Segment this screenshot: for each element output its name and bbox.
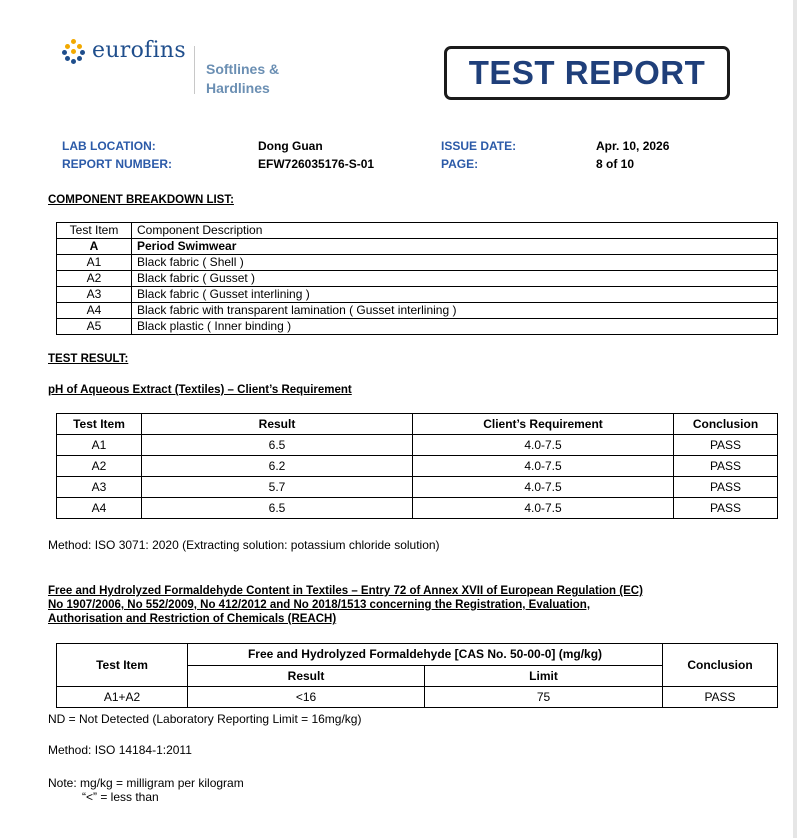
test-result-title: TEST RESULT: — [48, 353, 129, 365]
cell-item: A — [57, 239, 132, 255]
col-limit: Limit — [425, 665, 663, 687]
formaldehyde-result-table — [56, 643, 778, 708]
page-value: 8 of 10 — [596, 157, 635, 171]
col-formaldehyde-group: Free and Hydrolyzed Formaldehyde [CAS No. 50-00-0] (mg/kg) — [188, 644, 663, 666]
table-row — [57, 303, 778, 319]
lab-location-value: Dong Guan — [258, 139, 323, 153]
header-values-left — [258, 137, 374, 173]
page-label: PAGE: — [441, 157, 479, 171]
col-result: Result — [188, 665, 425, 687]
col-test-item: Test Item — [57, 223, 132, 239]
component-breakdown-table — [56, 222, 778, 335]
formaldehyde-title-line3: Authorisation and Restriction of Chemicals (REACH) — [48, 613, 337, 625]
cell-desc: Black fabric ( Gusset interlining ) — [132, 287, 778, 303]
col-description: Component Description — [132, 223, 778, 239]
cell-result: 6.5 — [142, 498, 413, 519]
ph-method: Method: ISO 3071: 2020 (Extracting solution: potassium chloride solution) — [48, 538, 440, 552]
test-report-title-box — [444, 46, 730, 100]
ph-section-title: pH of Aqueous Extract (Textiles) – Client’s Requirement — [48, 384, 352, 396]
issue-date-value: Apr. 10, 2026 — [596, 139, 670, 153]
table-row — [57, 255, 778, 271]
cell-item: A4 — [57, 498, 142, 519]
cell-requirement: 4.0-7.5 — [413, 456, 674, 477]
cell-item: A4 — [57, 303, 132, 319]
cell-desc: Black fabric with transparent lamination ( Gusset interlining ) — [132, 303, 778, 319]
table-row — [57, 687, 778, 708]
table-header-row — [57, 644, 778, 666]
cell-conclusion: PASS — [674, 498, 778, 519]
test-report-title: TEST REPORT — [468, 54, 706, 91]
issue-date-label: ISSUE DATE: — [441, 139, 517, 153]
cell-result: 6.2 — [142, 456, 413, 477]
cell-result: 6.5 — [142, 435, 413, 456]
cell-result: <16 — [188, 687, 425, 708]
cell-item: A2 — [57, 271, 132, 287]
table-row — [57, 287, 778, 303]
eurofins-dots-icon — [62, 39, 86, 63]
logo-wordmark: eurofins — [92, 38, 186, 63]
cell-item: A3 — [57, 287, 132, 303]
nd-note: ND = Not Detected (Laboratory Reporting Limit = 16mg/kg) — [48, 712, 362, 726]
note-line1: Note: mg/kg = milligram per kilogram — [48, 776, 244, 790]
cell-conclusion: PASS — [663, 687, 778, 708]
cell-requirement: 4.0-7.5 — [413, 435, 674, 456]
table-row — [57, 498, 778, 519]
table-header-row — [57, 414, 778, 435]
page-edge — [793, 0, 797, 838]
table-row — [57, 435, 778, 456]
cell-item: A5 — [57, 319, 132, 335]
eurofins-logo — [62, 38, 186, 63]
col-conclusion: Conclusion — [674, 414, 778, 435]
table-row — [57, 477, 778, 498]
cell-item: A1 — [57, 435, 142, 456]
report-number-label: REPORT NUMBER: — [62, 157, 172, 171]
logo-divider — [194, 46, 195, 94]
table-row — [57, 456, 778, 477]
cell-desc: Black fabric ( Shell ) — [132, 255, 778, 271]
table-row — [57, 319, 778, 335]
formaldehyde-title-line2: No 1907/2006, No 552/2009, No 412/2012 and No 2018/1513 concerning the Registration, Evaluation, — [48, 599, 591, 611]
cell-desc: Period Swimwear — [132, 239, 778, 255]
cell-item: A2 — [57, 456, 142, 477]
cell-requirement: 4.0-7.5 — [413, 498, 674, 519]
header-labels-left — [62, 137, 172, 173]
logo-sub-line1: Softlines & — [206, 61, 280, 77]
header-labels-right — [441, 137, 516, 173]
formaldehyde-title-line1: Free and Hydrolyzed Formaldehyde Content in Textiles – Entry 72 of Annex XVII of European Regulation (EC) — [48, 585, 643, 597]
lab-location-label: LAB LOCATION: — [62, 139, 156, 153]
cell-desc: Black fabric ( Gusset ) — [132, 271, 778, 287]
cell-conclusion: PASS — [674, 435, 778, 456]
table-row — [57, 239, 778, 255]
logo-subtitle — [206, 60, 279, 98]
col-test-item: Test Item — [57, 414, 142, 435]
cell-item: A3 — [57, 477, 142, 498]
logo-sub-line2: Hardlines — [206, 80, 270, 96]
cell-limit: 75 — [425, 687, 663, 708]
formaldehyde-method: Method: ISO 14184-1:2011 — [48, 743, 192, 757]
ph-result-table — [56, 413, 778, 519]
header-values-right — [596, 137, 669, 173]
cell-item: A1 — [57, 255, 132, 271]
col-test-item: Test Item — [57, 644, 188, 687]
note-line2: “<” = less than — [82, 790, 159, 804]
cell-item: A1+A2 — [57, 687, 188, 708]
col-requirement: Client’s Requirement — [413, 414, 674, 435]
cell-result: 5.7 — [142, 477, 413, 498]
cell-requirement: 4.0-7.5 — [413, 477, 674, 498]
report-number-value: EFW726035176-S-01 — [258, 157, 375, 171]
col-conclusion: Conclusion — [663, 644, 778, 687]
cell-conclusion: PASS — [674, 477, 778, 498]
table-row — [57, 223, 778, 239]
cell-desc: Black plastic ( Inner binding ) — [132, 319, 778, 335]
component-breakdown-title: COMPONENT BREAKDOWN LIST: — [48, 194, 234, 206]
table-row — [57, 271, 778, 287]
col-result: Result — [142, 414, 413, 435]
cell-conclusion: PASS — [674, 456, 778, 477]
